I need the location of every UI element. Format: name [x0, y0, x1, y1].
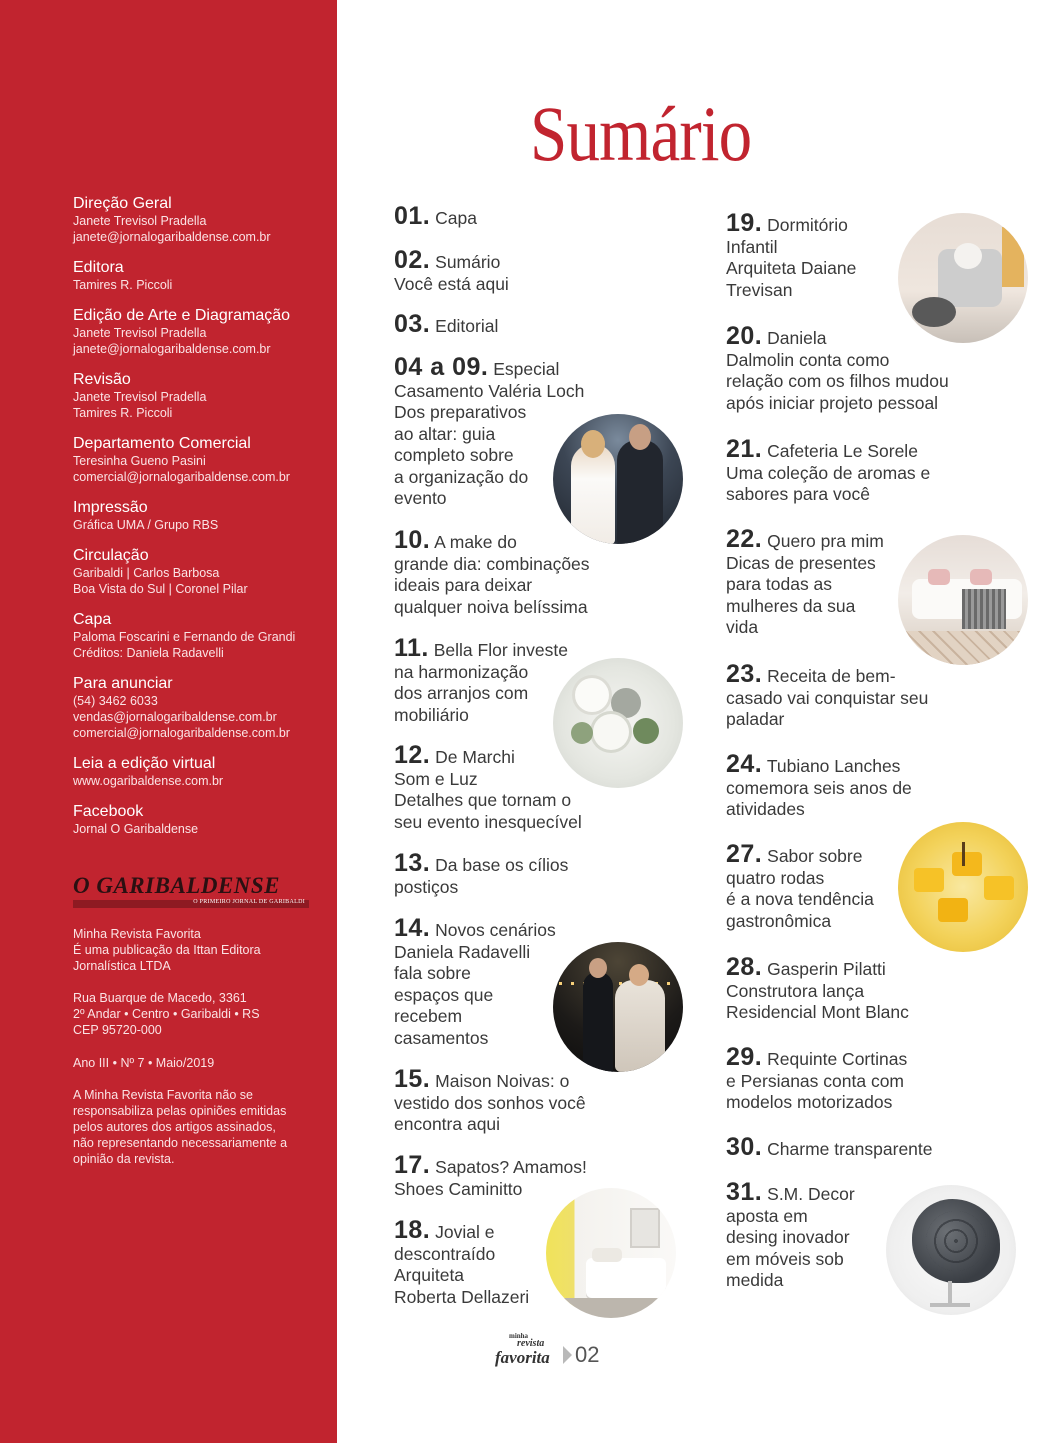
toc-text: modelos motorizados	[726, 1092, 893, 1112]
bedroom-decor-photo	[898, 535, 1028, 665]
toc-text: Som e Luz	[394, 768, 478, 789]
toc-number: 19.	[726, 209, 763, 237]
toc-text: Tubiano Lanches	[766, 756, 901, 776]
credit-line: Tamires R. Piccoli	[73, 278, 173, 292]
credit-email: vendas@jornalogaribaldense.com.br	[73, 710, 277, 724]
toc-text: completo sobre	[394, 445, 514, 465]
toc-text: Arquiteta	[394, 1265, 465, 1285]
toc-text: Dicas de presentes	[726, 552, 876, 573]
credit-line: janete@jornalogaribaldense.com.br	[73, 230, 271, 244]
credit-email: comercial@jornalogaribaldense.com.br	[73, 726, 290, 740]
toc-text: Da base os cílios	[435, 855, 569, 875]
armchair-photo	[886, 1185, 1016, 1315]
brand-name: favorita	[495, 1348, 550, 1367]
disclaimer-line: opinião da revista.	[73, 1152, 175, 1166]
toc-entry[interactable]	[394, 202, 477, 230]
toc-text: a organização do	[394, 466, 529, 487]
toc-entry[interactable]	[394, 310, 499, 338]
credit-line: Garibaldi | Carlos Barbosa	[73, 566, 220, 580]
toc-text: Novos cenários	[435, 920, 556, 940]
publisher-line: Jornalística LTDA	[73, 959, 171, 973]
toc-number: 15.	[394, 1065, 431, 1093]
toc-text: Arquiteta Daiane	[726, 258, 857, 278]
toc-number: 29.	[726, 1043, 763, 1071]
toc-entry[interactable]	[726, 953, 909, 1024]
toc-text: Bella Flor investe	[433, 640, 568, 660]
credit-line: Janete Trevisol Pradella	[73, 214, 207, 228]
toc-number: 20.	[726, 322, 763, 350]
toc-entry[interactable]	[726, 322, 949, 414]
toc-number: 31.	[726, 1178, 763, 1206]
toc-entry[interactable]	[394, 246, 509, 295]
page-footer	[495, 1332, 615, 1370]
toc-text: Jovial e	[435, 1222, 495, 1242]
couple-night-photo	[553, 942, 683, 1072]
toc-number: 03.	[394, 310, 431, 338]
credit-block	[73, 755, 333, 789]
toc-text: relação com os filhos mudou	[726, 371, 949, 391]
credit-title: Circulação	[73, 547, 149, 564]
toc-number: 21.	[726, 435, 763, 463]
toc-number: 28.	[726, 953, 763, 981]
credit-line: Boa Vista do Sul | Coronel Pilar	[73, 582, 248, 596]
toc-number: 13.	[394, 849, 431, 877]
credit-title: Direção Geral	[73, 195, 172, 212]
address-line: Rua Buarque de Macedo, 3361	[73, 991, 247, 1005]
credit-line: Gráfica UMA / Grupo RBS	[73, 518, 219, 532]
toc-text: Dormitório	[767, 215, 848, 235]
toc-text: Trevisan	[726, 279, 793, 300]
toc-number: 23.	[726, 660, 763, 688]
credit-line: Créditos: Daniela Radavelli	[73, 646, 224, 660]
toc-text: medida	[726, 1270, 784, 1290]
toc-text: sabores para você	[726, 484, 870, 504]
toc-text: recebem	[394, 1006, 463, 1026]
toc-text: Shoes Caminitto	[394, 1178, 523, 1199]
newspaper-logo	[73, 873, 309, 908]
toc-text: casado vai conquistar seu	[726, 687, 929, 708]
toc-entry[interactable]	[726, 660, 929, 731]
page-title: Sumário	[530, 90, 752, 177]
toc-number: 10.	[394, 526, 431, 554]
toc-text: e Persianas conta com	[726, 1070, 905, 1091]
credit-line: Teresinha Gueno Pasini	[73, 454, 206, 468]
address-line: CEP 95720-000	[73, 1023, 162, 1037]
brand-small: minha	[509, 1332, 529, 1340]
wedding-couple-photo	[553, 414, 683, 544]
toc-text: Dos preparativos	[394, 402, 527, 422]
toc-number: 27.	[726, 840, 763, 868]
toc-number: 17.	[394, 1151, 431, 1179]
publisher-line: Minha Revista Favorita	[73, 927, 201, 941]
toc-entry[interactable]	[394, 1216, 530, 1308]
toc-text: atividades	[726, 799, 805, 819]
food-photo	[898, 822, 1028, 952]
credit-title: Impressão	[73, 499, 148, 516]
toc-text: Sabor sobre	[767, 846, 863, 866]
credit-block	[73, 611, 333, 661]
toc-entry[interactable]	[394, 1151, 587, 1200]
toc-number: 14.	[394, 914, 431, 942]
bouquet-photo	[553, 658, 683, 788]
toc-entry[interactable]	[394, 526, 590, 618]
disclaimer-line: pelos autores dos artigos assinados,	[73, 1120, 276, 1134]
toc-text: Roberta Dellazeri	[394, 1286, 530, 1307]
logo-bar	[73, 900, 309, 908]
toc-entry[interactable]	[394, 634, 568, 726]
toc-text: A make do	[434, 532, 517, 552]
credit-block	[73, 803, 333, 837]
toc-number: 24.	[726, 750, 763, 778]
toc-text: vestido dos sonhos você	[394, 1092, 586, 1113]
page-number: 02	[575, 1342, 600, 1367]
toc-text: De Marchi	[435, 747, 515, 767]
toc-entry[interactable]	[726, 1043, 908, 1114]
toc-entry[interactable]	[394, 914, 556, 1049]
credit-line: comercial@jornalogaribaldense.com.br	[73, 470, 290, 484]
address-info	[73, 990, 333, 1038]
toc-text: Residencial Mont Blanc	[726, 1002, 909, 1022]
credit-block	[73, 195, 333, 245]
disclaimer-line: não representando necessariamente a	[73, 1136, 288, 1150]
toc-text: ideais para deixar	[394, 575, 533, 595]
toc-text: em móveis sob	[726, 1248, 844, 1269]
toc-text: Daniela Radavelli	[394, 941, 531, 962]
toc-text: Maison Noivas: o	[435, 1071, 570, 1091]
credit-block	[73, 435, 333, 485]
toc-number: 22.	[726, 525, 763, 553]
toc-number: 12.	[394, 741, 431, 769]
credit-phone: (54) 3462 6033	[73, 694, 158, 708]
credits-list	[73, 195, 333, 851]
toc-text: aposta em	[726, 1205, 808, 1226]
toc-text: evento	[394, 488, 447, 508]
credit-line: Janete Trevisol Pradella	[73, 326, 207, 340]
toc-number: 01.	[394, 202, 431, 230]
toc-number: 02.	[394, 246, 431, 274]
credit-line: Janete Trevisol Pradella	[73, 390, 207, 404]
credit-block	[73, 675, 333, 741]
credit-title: Revisão	[73, 371, 131, 388]
credit-title: Capa	[73, 611, 112, 628]
toc-text: Editorial	[435, 316, 499, 336]
logo-name: O GARIBALDENSE	[73, 873, 281, 898]
toc-entry[interactable]	[726, 525, 884, 639]
toc-text: postiços	[394, 876, 459, 897]
toc-text: dos arranjos com	[394, 683, 529, 703]
toc-text: espaços que	[394, 984, 494, 1005]
credit-title: Editora	[73, 259, 124, 276]
toc-text: fala sobre	[394, 963, 471, 983]
credit-title: Facebook	[73, 803, 144, 820]
toc-text: paladar	[726, 709, 785, 729]
toc-text: Você está aqui	[394, 273, 509, 294]
toc-text: Sapatos? Amamos!	[435, 1157, 587, 1177]
toc-text: Gasperin Pilatti	[767, 959, 886, 979]
toc-text: Charme transparente	[767, 1139, 933, 1159]
credit-block	[73, 499, 333, 533]
toc-text: é a nova tendência	[726, 889, 874, 909]
toc-entry[interactable]	[726, 1133, 933, 1161]
toc-text: Construtora lança	[726, 980, 865, 1001]
chevron-right-icon	[563, 1346, 572, 1364]
toc-text: Capa	[435, 208, 477, 228]
toc-text: Receita de bem-	[767, 666, 896, 686]
toc-text: Quero pra mim	[767, 531, 884, 551]
toc-entry[interactable]	[726, 750, 912, 821]
toc-text: descontraído	[394, 1243, 496, 1264]
toc-text: vida	[726, 617, 759, 637]
brand-top: revista	[517, 1338, 545, 1349]
toc-text: Infantil	[726, 236, 778, 257]
address-line: 2º Andar • Centro • Garibaldi • RS	[73, 1007, 260, 1021]
logo-tagline: O PRIMEIRO JORNAL DE GARIBALDI	[193, 899, 305, 905]
toc-entry[interactable]	[726, 840, 874, 932]
credit-line: janete@jornalogaribaldense.com.br	[73, 342, 271, 356]
toc-text: S.M. Decor	[767, 1184, 855, 1204]
toc-text: quatro rodas	[726, 867, 825, 888]
toc-text: para todas as	[726, 574, 833, 594]
toc-entry[interactable]	[394, 849, 569, 898]
credit-title: Departamento Comercial	[73, 435, 251, 452]
toc-number: 04 a 09.	[394, 353, 489, 381]
bedroom-photo	[546, 1188, 676, 1318]
toc-number: 11.	[394, 634, 429, 662]
publisher-line: É uma publicação da Ittan Editora	[73, 943, 261, 957]
toc-text: comemora seis anos de	[726, 777, 912, 798]
toc-text: Requinte Cortinas	[767, 1049, 908, 1069]
toc-text: grande dia: combinações	[394, 553, 590, 574]
credit-line: Tamires R. Piccoli	[73, 406, 173, 420]
toc-entry[interactable]	[726, 209, 857, 301]
toc-text: na harmonização	[394, 661, 529, 682]
credit-title: Edição de Arte e Diagramação	[73, 307, 291, 324]
toc-text: ao altar: guia	[394, 423, 496, 444]
disclaimer-line: A Minha Revista Favorita não se	[73, 1088, 253, 1102]
issue-info: Ano III • Nº 7 • Maio/2019	[73, 1056, 215, 1070]
toc-text: Daniela	[767, 328, 827, 348]
toc-entry[interactable]	[726, 1178, 855, 1292]
sidebar-credits	[0, 0, 337, 1443]
toc-text: encontra aqui	[394, 1114, 501, 1134]
toc-entry[interactable]	[394, 741, 582, 833]
toc-text: mulheres da sua	[726, 595, 856, 616]
toc-text: Especial	[493, 359, 560, 379]
toc-text: gastronômica	[726, 910, 832, 931]
toc-text: desing inovador	[726, 1227, 850, 1247]
toc-text: após iniciar projeto pessoal	[726, 392, 939, 413]
toc-text: Uma coleção de aromas e	[726, 462, 931, 483]
toc-text: mobiliário	[394, 704, 469, 725]
publisher-info	[73, 926, 333, 974]
credit-block	[73, 259, 333, 293]
toc-text: Casamento Valéria Loch	[394, 380, 585, 401]
toc-number: 30.	[726, 1133, 763, 1161]
credit-block	[73, 547, 333, 597]
toc-text: Sumário	[435, 252, 501, 272]
toc-text: seu evento inesquecível	[394, 811, 582, 832]
credit-title: Leia a edição virtual	[73, 755, 216, 772]
credit-title: Para anunciar	[73, 675, 173, 692]
credit-block	[73, 307, 333, 357]
toc-entry[interactable]	[394, 1065, 586, 1136]
credit-website: www.ogaribaldense.com.br	[73, 774, 224, 788]
toc-text: Dalmolin conta como	[726, 349, 890, 370]
toc-text: Detalhes que tornam o	[394, 790, 572, 810]
nursery-photo	[898, 213, 1028, 343]
toc-text: qualquer noiva belíssima	[394, 596, 588, 617]
disclaimer-line: responsabiliza pelas opiniões emitidas	[73, 1104, 287, 1118]
credit-line: Paloma Foscarini e Fernando de Grandi	[73, 630, 296, 644]
toc-entry[interactable]	[726, 435, 931, 506]
toc-text: Cafeteria Le Sorele	[767, 441, 918, 461]
disclaimer	[73, 1087, 333, 1167]
toc-number: 18.	[394, 1216, 431, 1244]
credit-block	[73, 371, 333, 421]
credit-line: Jornal O Garibaldense	[73, 822, 199, 836]
toc-text: casamentos	[394, 1027, 489, 1048]
